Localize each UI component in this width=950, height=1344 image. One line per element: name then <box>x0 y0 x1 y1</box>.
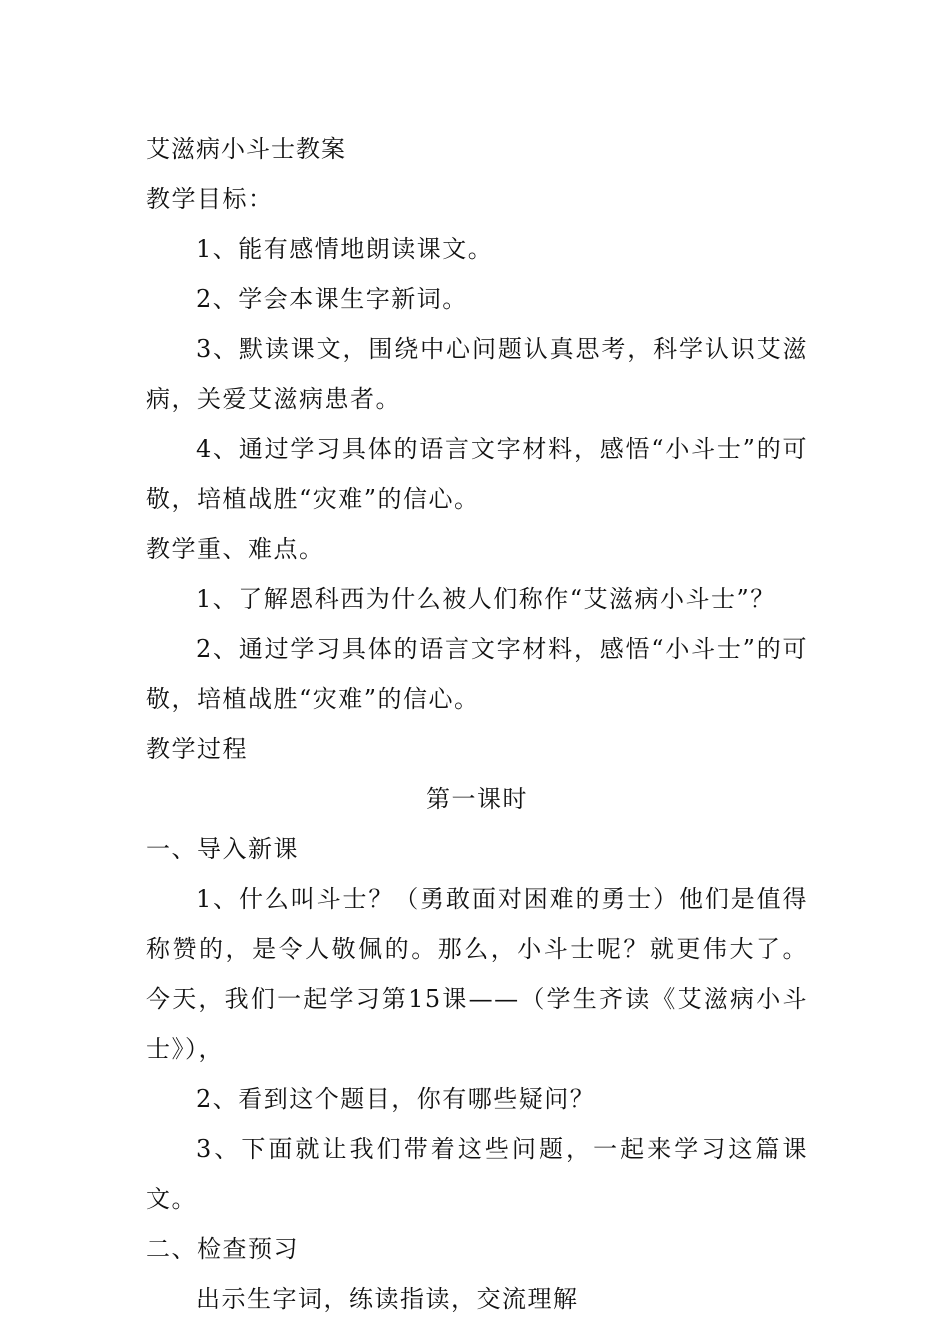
objective-item: 2、学会本课生字新词。 <box>196 285 468 313</box>
objective-item: 3、默读课文，围绕中心问题认真思考，科学认识艾滋病，关爱艾滋病患者。 <box>146 335 808 413</box>
objective-item: 4、通过学习具体的语言文字材料，感悟“小斗士”的可敬，培植战胜“灾难”的信心。 <box>146 435 808 513</box>
keypoint-item: 2、通过学习具体的语言文字材料，感悟“小斗士”的可敬，培植战胜“灾难”的信心。 <box>146 635 808 713</box>
section2-item: 出示生字词，练读指读，交流理解 <box>196 1285 579 1313</box>
objectives-heading: 教学目标： <box>146 185 274 213</box>
objective-item: 1、能有感情地朗读课文。 <box>196 235 494 263</box>
section1-item: 2、看到这个题目，你有哪些疑问？ <box>196 1085 596 1113</box>
process-heading: 教学过程 <box>146 735 248 763</box>
keypoint-item: 1、了解恩科西为什么被人们称作“艾滋病小斗士”？ <box>196 585 776 613</box>
section1-item: 3、下面就让我们带着这些问题，一起来学习这篇课文。 <box>146 1135 808 1213</box>
section2-heading: 二、检查预习 <box>146 1235 299 1263</box>
keypoints-heading: 教学重、难点。 <box>146 535 325 563</box>
document-page <box>146 124 808 1324</box>
lesson-label: 第一课时 <box>426 785 528 813</box>
document-title: 艾滋病小斗士教案 <box>146 135 346 163</box>
section1-item: 1、什么叫斗士？（勇敢面对困难的勇士）他们是值得称赞的，是令人敬佩的。那么，小斗士呢？就更伟大了。今天，我们一起学习第15课——（学生齐读《艾滋病小斗士》）， <box>146 885 808 1063</box>
section1-heading: 一、导入新课 <box>146 835 299 863</box>
